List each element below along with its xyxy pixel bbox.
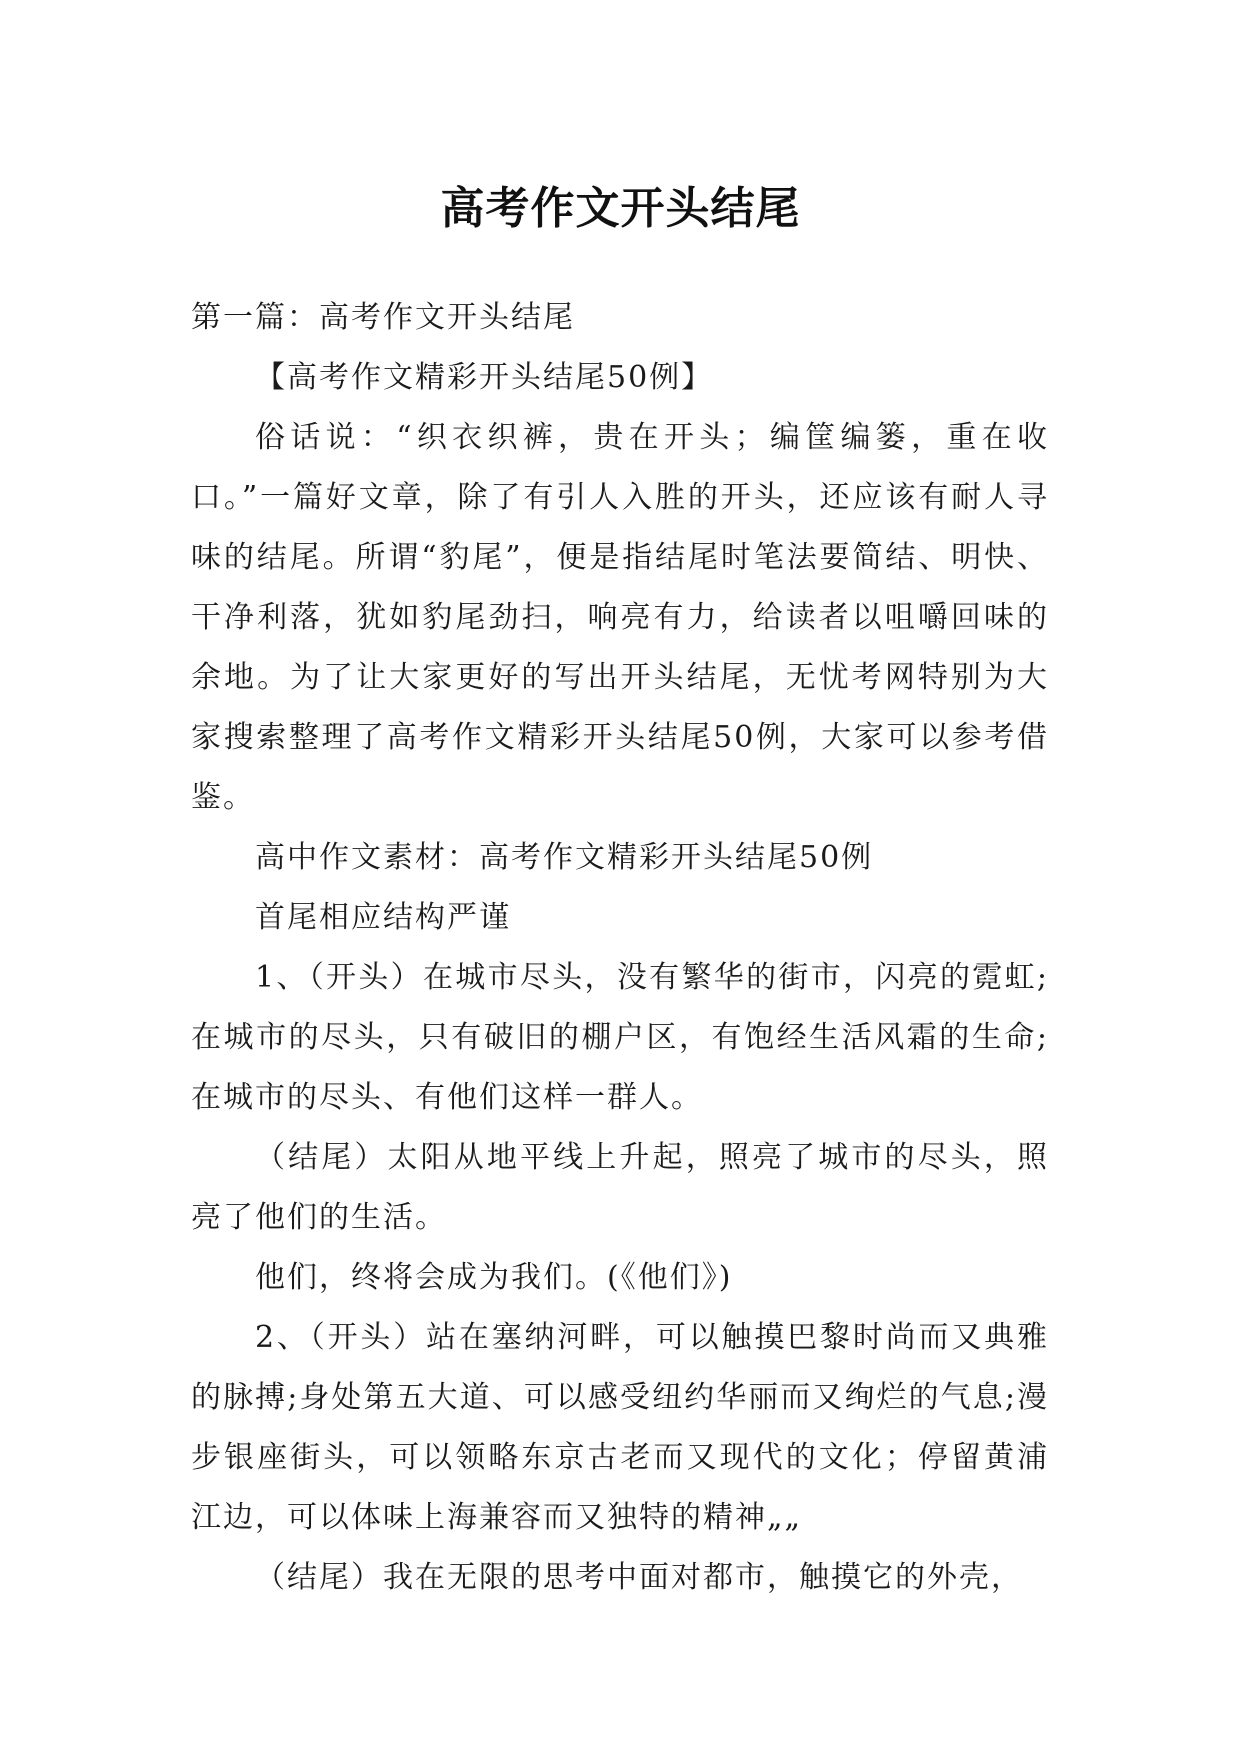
subtitle-paragraph: 【高考作文精彩开头结尾50例】 xyxy=(255,360,714,395)
example-1-closing-line: 他们，终将会成为我们。(《他们》) xyxy=(255,1260,733,1295)
example-1-ending: （结尾）太阳从地平线上升起，照亮了城市的尽头，照亮了他们的生活。 xyxy=(191,1140,1049,1235)
category-heading: 首尾相应结构严谨 xyxy=(255,900,511,935)
section-heading: 第一篇：高考作文开头结尾 xyxy=(191,300,575,335)
document-body xyxy=(191,288,1049,1608)
document-title: 高考作文开头结尾 xyxy=(440,183,801,235)
intro-paragraph: 俗话说：“织衣织裤，贵在开头；编筐编篓，重在收口。”一篇好文章，除了有引人入胜的开头，还应该有耐人寻味的结尾。所谓“豹尾”，便是指结尾时笔法要简结、明快、干净利落，犹如豹尾劲扫，响亮有力，给读者以咀嚼回味的余地。为了让大家更好的写出开头结尾，无忧考网特别为大家搜索整理了高考作文精彩开头结尾50例，大家可以参考借鉴。 xyxy=(191,420,1049,815)
example-2-opening: 2、（开头）站在塞纳河畔，可以触摸巴黎时尚而又典雅的脉搏;身处第五大道、可以感受纽约华丽而又绚烂的气息;漫步银座街头，可以领略东京古老而又现代的文化；停留黄浦江边，可以体味上海兼容而又独特的精神„„ xyxy=(191,1320,1049,1535)
example-2-ending: （结尾）我在无限的思考中面对都市，触摸它的外壳， xyxy=(255,1560,1023,1595)
material-heading: 高中作文素材：高考作文精彩开头结尾50例 xyxy=(255,840,874,875)
example-1-opening: 1、（开头）在城市尽头，没有繁华的街市，闪亮的霓虹;在城市的尽头，只有破旧的棚户区，有饱经生活风霜的生命;在城市的尽头、有他们这样一群人。 xyxy=(191,960,1049,1115)
